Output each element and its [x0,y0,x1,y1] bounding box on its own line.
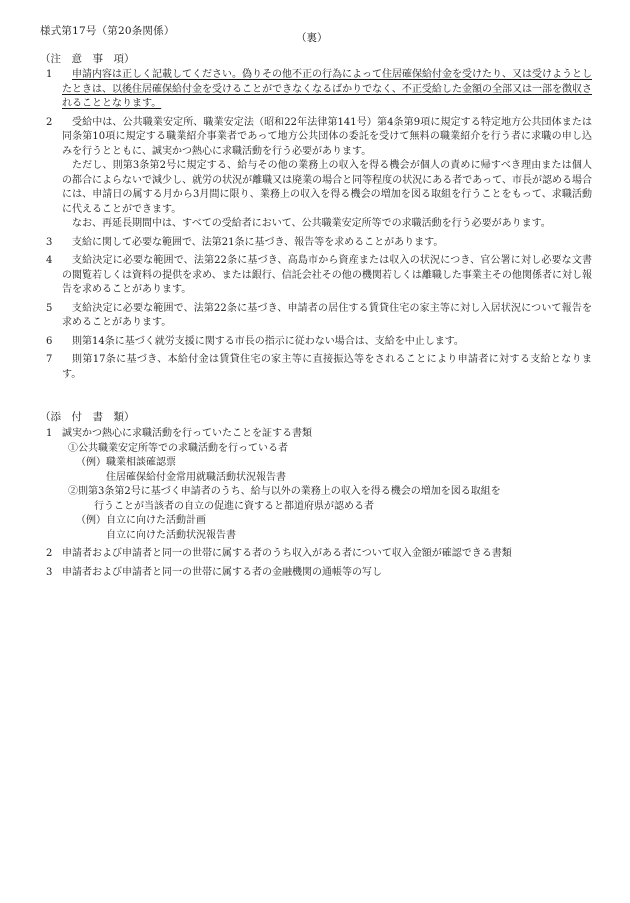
attachment-sub-2-example [62,514,592,529]
example-doc: 住居確保給付金常用就職活動状況報告書 [106,471,286,483]
note-text: 支給決定に必要な範囲で、法第22条に基づき、高島市から資産または収入の状況につき、官公署に対し必要な文書の閲覧若しくは資料の提供を求め、または銀行、信託会社その他の機関若しくは離職した事業主その他関係者に対し報告を求めることがあります。 [62,255,592,295]
note-item-7 [40,353,592,382]
example-label: （例） [76,515,106,526]
note-number: 3 [46,236,53,248]
note-text: 則第14条に基づく就労支援に関する市長の指示に従わない場合は、支給を中止します。 [72,335,464,347]
notes-heading: （注 意 事 項） [40,53,135,65]
page-side-label: （裏） [296,32,328,44]
note-paragraph: 受給中は、公共職業安定所、職業安定法（昭和22年法律第141号）第4条第9項に規定する特定地方公共団体または同条第10項に規定する職業紹介事業者であって地方公共団体の委託を受けて無料の職業紹介を行う者に求職の申し込みを行うとともに、誠実かつ熱心に求職活動を行う必要があります。 [62,116,592,157]
attachments-list [40,427,592,580]
notes-list [40,68,592,382]
note-number: 2 [46,116,53,128]
note-text: 則第17条に基づき、本給付金は賃貸住宅の家主等に直接振込等をされることにより申請者に対する支給となります。 [62,354,592,380]
attachment-item-2 [40,547,592,562]
example-doc: 職業相談確認票 [106,457,176,468]
note-number: 1 [46,69,53,80]
attachment-number: 2 [46,548,53,559]
note-paragraph: ただし、則第3条第2号に規定する、給与その他の業務上の収入を得る機会が個人の責めに帰すべき理由または個人の都合によらないで減少し、就労の状況が離職又は廃業の場合と同等程度の状況にある者であって、市長が認める場合には、申請日の属する月から3月間に限り、業務上の収入を得る機会の増加を図る取組を行うことをもって、求職活動に代えることができます。 [62,160,592,215]
note-item-3 [40,236,592,251]
example-doc: 自立に向けた活動状況報告書 [106,529,236,541]
note-paragraph: なお、再延長期間中は、すべての受給者において、公共職業安定所等での求職活動を行う必要があります。 [72,218,551,229]
note-number: 6 [46,335,53,347]
note-item-5 [40,302,592,331]
attachment-number: 3 [46,566,53,578]
note-number: 7 [46,354,53,365]
note-number: 5 [46,302,53,314]
note-item-6 [40,335,592,350]
attachment-item-1 [40,427,592,543]
note-number: 4 [46,255,53,266]
note-item-1 [40,68,592,112]
attachment-sub-2: ②則第3条第2号に基づく申請者のうち、給与以外の業務上の収入を得る機会の増加を図る取組を [68,486,501,497]
attachment-sub-2-cont: 行うことが当該者の自立の促進に資すると都道府県が認める者 [94,500,374,512]
note-text: 支給決定に必要な範囲で、法第22条に基づき、申請者の居住する賃貸住宅の家主等に対し入居状況について報告を求めることがあります。 [62,302,592,328]
example-doc: 自立に向けた活動計画 [106,515,206,526]
attachment-sub-1-example [62,456,592,471]
note-item-2 [40,116,592,232]
note-item-4 [40,254,592,298]
attachment-text: 申請者および申請者と同一の世帯に属する者のうち収入がある者について収入金額が確認できる書類 [62,548,512,559]
attachment-text: 誠実かつ熱心に求職活動を行っていたことを証する書類 [62,428,312,439]
note-text: 申請内容は正しく記載してください。偽りその他不正の行為によって住居確保給付金を受けたり、又は受けようとしたときは、以後住居確保給付金を受けることができなくなるばかりでなく、不正受給した金額の全部又は一部を徴収されることとなります。 [62,69,592,109]
attachments-heading: （添 付 書 類） [40,411,135,423]
attachment-text: 申請者および申請者と同一の世帯に属する者の金融機関の通帳等の写し [62,566,382,578]
example-label: （例） [76,457,106,468]
form-number: 様式第17号（第20条関係） [40,25,175,37]
attachment-sub-1: ①公共職業安定所等での求職活動を行っている者 [68,442,288,454]
attachment-item-3 [40,566,592,581]
attachment-number: 1 [46,428,53,439]
note-text: 支給に関して必要な範囲で、法第21条に基づき、報告等を求めることがあります。 [72,236,444,248]
